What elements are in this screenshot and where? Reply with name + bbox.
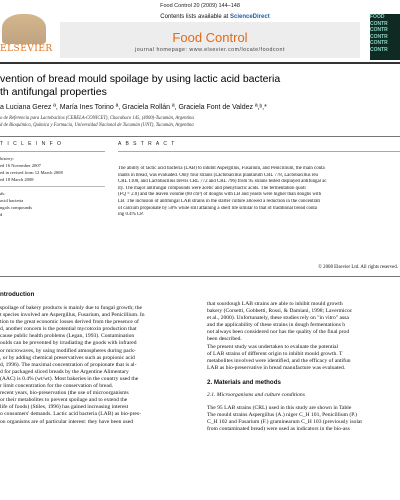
body-line: bakery (Corsetti, Gobbetti, Rossi, & Damiani, 1998; Lavermicoc bbox=[207, 308, 353, 315]
contents-available-line bbox=[80, 14, 350, 20]
body-line: or microwaves, by using modified atmospheres during pack- bbox=[0, 347, 136, 354]
body-right-column bbox=[207, 301, 400, 434]
cover-line: CONTR bbox=[370, 40, 388, 46]
abstract-line: ing 0.4% CP. bbox=[118, 212, 144, 218]
cover-line: FOOD bbox=[370, 14, 385, 20]
body-line: et al., 2000). Unfortunately, these studies rely on "in vitro" assa bbox=[207, 315, 349, 322]
article-history-label: history: bbox=[0, 156, 15, 161]
body-line: The present study was undertaken to evaluate the potential bbox=[207, 343, 339, 350]
abstract-line: inants in bread, was evaluated. Only four strains (Lactobacillus plantarum CRL 778, Lactobacillus reu bbox=[118, 172, 319, 178]
journal-cover-thumbnail bbox=[370, 14, 400, 60]
affiliation-b: d de Bioquímica, Química y Farmacia, Universidad Nacional de Tucumán (UNT), Tucumán, Argentina bbox=[0, 123, 194, 128]
body-line: on organisms are of particular interest: they have been used bbox=[0, 418, 134, 425]
body-line: d, another concern is the potential mycotoxin production that bbox=[0, 326, 137, 333]
abstract-line: LB. The inclusion of antifungal LAB strains in the starter culture allowed a reduction in the concentrati bbox=[118, 198, 321, 204]
body-line: tion to the great economic losses derived from the presence of bbox=[0, 319, 139, 326]
affiliation-a: o de Referencia para Lactobacilos (CERELA-CONICET), Chacabuco 145, (4000)-Tucumán, Argentina bbox=[0, 116, 194, 121]
body-line: , or by adding chemical preservatives such as propionic acid bbox=[0, 354, 135, 361]
journal-homepage[interactable]: journal homepage: www.elsevier.com/locate/foodcont bbox=[135, 47, 285, 53]
journal-title: Food Control bbox=[172, 30, 248, 45]
info-top-divider bbox=[0, 136, 400, 137]
abstract-line: (FQ = 2.0) and the leaven volume (80 cm³) of doughs with LB and yeasts were higher than doughs with bbox=[118, 192, 322, 198]
subsection-heading: 2.1. Microorganisms and culture conditions bbox=[207, 392, 305, 399]
abstract-body bbox=[118, 166, 400, 219]
body-line: life of foods) (Stiles, 1996) has gained increasing interest bbox=[0, 404, 129, 411]
cover-line: CONTR bbox=[370, 33, 388, 40]
introduction-heading: ntroduction bbox=[0, 291, 35, 298]
abstract-heading: A B S T R A C T bbox=[118, 141, 176, 147]
author-list: a Luciana Gerez ª, María Ines Torino ª, Graciela Rollán ª, Graciela Font de Valdez ª,ᵇ,* bbox=[0, 104, 267, 111]
body-line: from contaminated bread) were used as indicators in the bio-ass bbox=[207, 426, 350, 433]
body-line: and the applicability of these strains in dough fermentations h bbox=[207, 322, 346, 329]
body-line: spoilage of bakery products is mainly due to fungal growth; the bbox=[0, 305, 142, 311]
article-title-line: th antifungal properties bbox=[0, 85, 107, 98]
spacer bbox=[207, 372, 400, 379]
cover-line: CONTR bbox=[370, 27, 388, 33]
abstract-line: CRL 1100, and Lactobacillus brevis CRL 772 and CRL 796) from 95 strains tested displayed antifungal ac bbox=[118, 179, 327, 185]
body-line: C_H 102 and Fusarium (F.) graminearum C_H 103 (previously isolat bbox=[207, 419, 362, 426]
body-line: d for packaged sliced breads by the Argentine Alimentary bbox=[0, 368, 129, 375]
masthead-divider bbox=[0, 62, 400, 64]
keyword-item: ngals compounds bbox=[0, 205, 33, 210]
article-info-heading: T I C L E I N F O bbox=[0, 141, 63, 147]
body-line: r limit concentration for the conservation of bread. bbox=[0, 383, 114, 390]
abstract-line: ity. The major antifungal compounds were acetic and phenyllactic acids. The fermentation quoti bbox=[118, 185, 306, 191]
article-title bbox=[0, 73, 395, 98]
body-line: metabolites involved were identified, and the efficacy of antifun bbox=[207, 357, 351, 364]
body-line: The 95 LAB strains (CRL) used in this study are shown in Table bbox=[207, 405, 352, 412]
body-line: or their metabolites to prevent spoilage and to extend the bbox=[0, 397, 128, 404]
methods-heading: 2. Materials and methods bbox=[207, 378, 281, 386]
body-line: been described. bbox=[207, 336, 242, 343]
received-date: ed 16 November 2007 bbox=[0, 163, 41, 168]
body-line: recent years, bio-preservation (the use of microorganisms bbox=[0, 390, 129, 397]
body-line: (AAC) is 0.4% (wt/wt). Most bakeries in the country used the bbox=[0, 375, 139, 382]
contents-prefix: Contents lists available at bbox=[160, 14, 230, 20]
elsevier-wordmark: ELSEVIER bbox=[0, 44, 53, 54]
body-line: The mould strains Aspergillus (A.) niger C_H 101, Penicillium (P.) bbox=[207, 412, 357, 419]
abstract-divider bbox=[118, 151, 400, 152]
revised-date: ed in revised form 12 March 2008 bbox=[0, 170, 63, 175]
keyword-item: d bbox=[0, 212, 3, 217]
body-line: not always been considered nor has the quality of the final prod bbox=[207, 329, 350, 336]
accepted-date: ed 18 March 2008 bbox=[0, 177, 34, 182]
cover-line: CONTR bbox=[370, 46, 388, 53]
body-line: t species involved are Aspergillus, Fusarium, and Penicillium. In bbox=[0, 312, 145, 319]
elsevier-logo bbox=[0, 14, 53, 54]
keywords-label: ds: bbox=[0, 191, 6, 196]
article-title-line: vention of bread mould spoilage by using lactic acid bacteria bbox=[0, 73, 281, 85]
body-line: cause public health problems (Legan, 1993). Contamination bbox=[0, 333, 135, 340]
body-left-column bbox=[0, 305, 190, 426]
article-info-divider bbox=[0, 151, 105, 152]
keywords-divider bbox=[0, 186, 105, 187]
body-line: that sourdough LAB strains are able to inhibit mould growth bbox=[207, 301, 343, 307]
body-line: o consumers' demands. Lactic acid bacteria (LAB) as bio-pres- bbox=[0, 411, 141, 418]
elsevier-tree-icon bbox=[2, 14, 46, 44]
abstract-bottom-divider bbox=[0, 276, 400, 277]
cover-line: CONTR bbox=[370, 20, 388, 27]
body-line: LAB as bio-preservative in bread manufacture was evaluated. bbox=[207, 364, 346, 371]
keyword-item: acid bacteria bbox=[0, 198, 24, 203]
sciencedirect-link[interactable]: ScienceDirect bbox=[230, 14, 270, 20]
body-line: oulds can be prevented by irradiating the goods with infrared bbox=[0, 340, 137, 347]
copyright-notice: © 2008 Elsevier Ltd. All rights reserved. bbox=[318, 265, 398, 270]
running-head: Food Control 20 (2009) 144–148 bbox=[160, 3, 240, 9]
body-line: d, 1996). The maximal concentration of propionate that is al- bbox=[0, 361, 137, 368]
body-line: of LAB strains of different origin to inhibit mould growth. T bbox=[207, 350, 343, 357]
abstract-line: of calcium propionate by 50% while still attaining a shelf life similar to that of traditional bread conta bbox=[118, 205, 317, 211]
abstract-line: The ability of lactic acid bacteria (LAB) to inhibit Aspergillus, Fusarium, and Penicillium, the main conta bbox=[118, 166, 325, 171]
